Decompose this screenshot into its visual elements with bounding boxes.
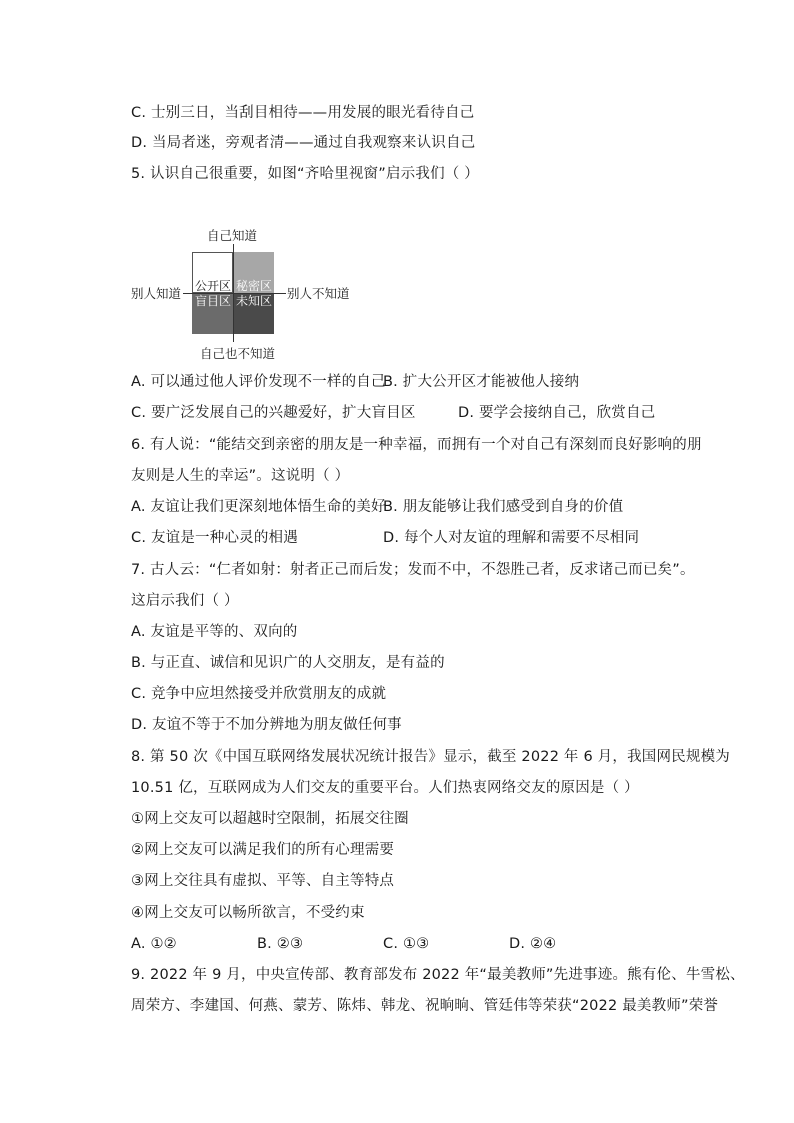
q7-stem-line2: 这启示我们（ ）: [131, 593, 239, 609]
q8-option-b: B. ②③: [257, 936, 304, 952]
q8-statement-3: ③网上交往具有虚拟、平等、自主等特点: [131, 873, 395, 889]
q8-stem-line1: 8. 第 50 次《中国互联网络发展状况统计报告》显示，截至 2022 年 6 月，我国网民规模为: [131, 749, 730, 765]
q9-stem-line1: 9. 2022 年 9 月，中央宣传部、教育部发布 2022 年“最美教师”先进事迹。熊有伦、牛雪松、: [131, 967, 745, 983]
johari-label-top: 自己知道: [207, 228, 258, 243]
q7-option-d: D. 友谊不等于不加分辨地为朋友做任何事: [131, 717, 402, 733]
q7-option-a: A. 友谊是平等的、双向的: [131, 624, 298, 640]
q6-stem-line2: 友则是人生的幸运”。这说明（ ）: [131, 468, 350, 484]
johari-label-open: 公开区: [195, 279, 232, 293]
q7-option-c: C. 竞争中应坦然接受并欣赏朋友的成就: [131, 686, 387, 702]
q8-option-a: A. ①②: [131, 936, 177, 952]
q5-option-c: C. 要广泛发展自己的兴趣爱好，扩大盲目区: [131, 405, 416, 421]
q7-option-b: B. 与正直、诚信和见识广的人交朋友，是有益的: [131, 655, 445, 671]
q5-option-d: D. 要学会接纳自己，欣赏自己: [458, 405, 656, 421]
johari-label-secret: 秘密区: [236, 279, 273, 293]
johari-label-right: 别人不知道: [287, 286, 350, 301]
q8-option-d: D. ②④: [509, 936, 557, 952]
q6-stem-line1: 6. 有人说：“能结交到亲密的朋友是一种幸福，而拥有一个对自己有深刻而良好影响的朋: [131, 437, 702, 453]
q6-option-a: A. 友谊让我们更深刻地体悟生命的美好: [131, 499, 386, 515]
q8-statement-4: ④网上交友可以畅所欲言，不受约束: [131, 905, 365, 921]
q6-option-b: B. 朋友能够让我们感受到自身的价值: [383, 499, 624, 515]
q8-statement-2: ②网上交友可以满足我们的所有心理需要: [131, 842, 395, 858]
q8-option-c: C. ①③: [383, 936, 430, 952]
q8-statement-1: ①网上交友可以超越时空限制，拓展交往圈: [131, 811, 409, 827]
q4-option-d: D. 当局者迷，旁观者清——通过自我观察来认识自己: [131, 135, 476, 151]
johari-label-unknown: 未知区: [236, 294, 273, 308]
q4-option-c: C. 士别三日，当刮目相待——用发展的眼光看待自己: [131, 105, 475, 121]
johari-label-bottom: 自己也不知道: [200, 346, 276, 361]
q9-stem-line2: 周荣方、李建国、何燕、蒙芳、陈炜、韩龙、祝晌晌、管廷伟等荣获“2022 最美教师”荣誉: [131, 998, 719, 1014]
q6-option-c: C. 友谊是一种心灵的相遇: [131, 530, 298, 546]
q6-option-d: D. 每个人对友谊的理解和需要不尽相同: [383, 530, 640, 546]
q5-option-b: B. 扩大公开区才能被他人接纳: [383, 374, 580, 390]
johari-label-blind: 盲目区: [195, 294, 232, 308]
johari-label-left: 别人知道: [131, 286, 182, 301]
q5-option-a: A. 可以通过他人评价发现不一样的自己: [131, 374, 386, 390]
q8-stem-line2: 10.51 亿，互联网成为人们交友的重要平台。人们热衷网络交友的原因是（ ）: [131, 780, 639, 796]
q7-stem-line1: 7. 古人云：“仁者如射：射者正己而后发；发而不中，不怨胜己者，反求诸己而已矣”。: [131, 562, 695, 578]
johari-vertical-axis: [233, 244, 234, 342]
q5-stem: 5. 认识自己很重要，如图“齐哈里视窗”启示我们（ ）: [131, 166, 479, 182]
